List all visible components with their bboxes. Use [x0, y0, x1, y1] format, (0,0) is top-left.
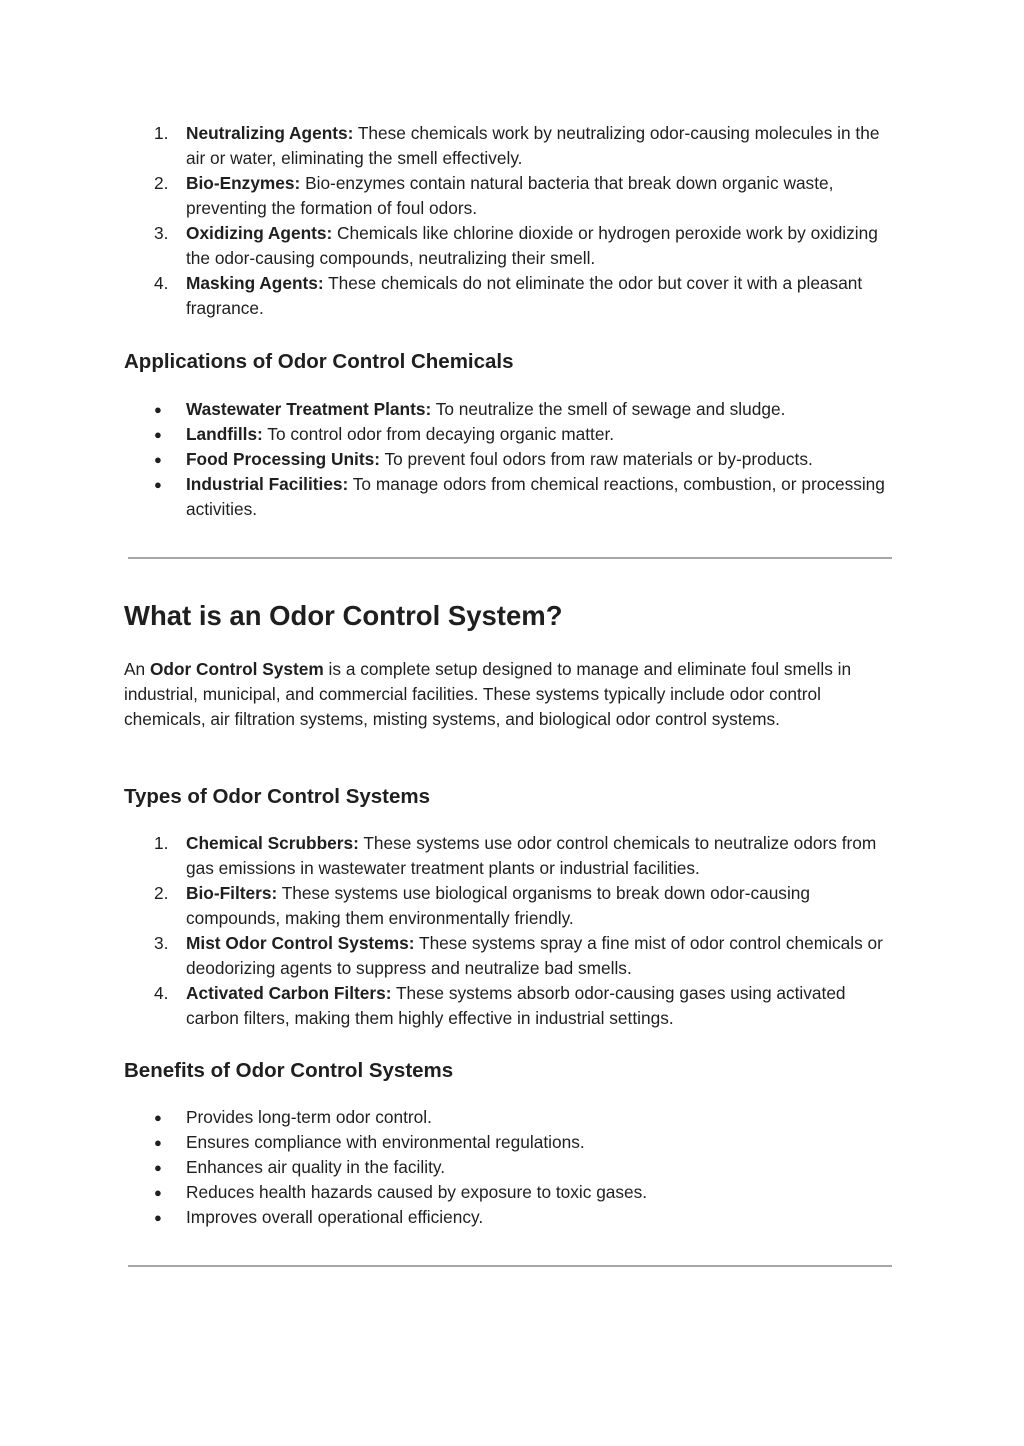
list-item-text: Ensures compliance with environmental regulations.: [186, 1132, 585, 1152]
list-item: [124, 221, 900, 271]
list-item-text: These chemicals work by neutralizing odor-causing molecules in the air or water, eliminating the smell effectively.: [186, 123, 880, 168]
list-item: [124, 1105, 900, 1130]
list-item-text: Chemicals like chlorine dioxide or hydrogen peroxide work by oxidizing the odor-causing compounds, neutralizing their smell.: [186, 223, 878, 268]
intro-bold-term: Odor Control System: [149, 659, 324, 679]
applications-list: [124, 397, 900, 522]
list-item: [124, 171, 900, 221]
list-item: [124, 1180, 900, 1205]
list-item: [124, 121, 900, 171]
types-heading: Types of Odor Control Systems: [124, 785, 431, 808]
list-item: [124, 881, 900, 931]
list-item: [124, 271, 900, 321]
list-item: [124, 981, 900, 1031]
list-item-text: Reduces health hazards caused by exposure to toxic gases.: [186, 1182, 648, 1202]
system-types-list: [124, 831, 900, 1031]
list-item-text: These systems use odor control chemicals to neutralize odors from gas emissions in wastewater treatment plants or industrial facilities.: [186, 833, 877, 878]
list-item: [124, 831, 900, 881]
list-item-text: Improves overall operational efficiency.: [186, 1207, 484, 1227]
list-item-text: To neutralize the smell of sewage and sludge.: [431, 399, 786, 419]
section-divider: [128, 557, 892, 559]
system-intro-paragraph: [124, 657, 900, 732]
benefits-heading: Benefits of Odor Control Systems: [124, 1059, 454, 1082]
list-item-term: Bio-Enzymes:: [186, 173, 301, 193]
list-item: [124, 1205, 900, 1230]
list-item-term: Industrial Facilities:: [186, 474, 349, 494]
list-item: [124, 1155, 900, 1180]
list-item-text: Provides long-term odor control.: [186, 1107, 432, 1127]
list-number: 4.: [154, 273, 169, 293]
list-item: [124, 422, 900, 447]
list-item-term: Activated Carbon Filters:: [186, 983, 392, 1003]
intro-text: is a complete setup designed to manage and eliminate foul smells in industrial, municipal, and commercial facilities. These systems typically include odor control chemicals, air filtration systems, misting systems, and biological odor control systems.: [124, 659, 852, 729]
list-item-text: Enhances air quality in the facility.: [186, 1157, 446, 1177]
bullet-icon: ●: [154, 1210, 162, 1225]
list-item-term: Bio-Filters:: [186, 883, 278, 903]
list-item-text: To control odor from decaying organic matter.: [262, 424, 615, 444]
list-number: 2.: [154, 883, 169, 903]
list-item: [124, 447, 900, 472]
list-item-term: Landfills:: [186, 424, 263, 444]
list-number: 4.: [154, 983, 169, 1003]
list-item-text: Bio-enzymes contain natural bacteria that break down organic waste, preventing the formation of foul odors.: [186, 173, 834, 218]
list-item-text: To prevent foul odors from raw materials or by-products.: [379, 449, 813, 469]
list-item-text: These systems use biological organisms to break down odor-causing compounds, making them environmentally friendly.: [186, 883, 811, 928]
list-number: 1.: [154, 833, 169, 853]
list-item-text: These chemicals do not eliminate the odor but cover it with a pleasant fragrance.: [186, 273, 863, 318]
bullet-icon: ●: [154, 477, 162, 492]
applications-heading: Applications of Odor Control Chemicals: [124, 350, 514, 373]
list-number: 3.: [154, 933, 169, 953]
list-item-term: Mist Odor Control Systems:: [186, 933, 415, 953]
bullet-icon: ●: [154, 1185, 162, 1200]
list-item-term: Masking Agents:: [186, 273, 324, 293]
bullet-icon: ●: [154, 452, 162, 467]
list-item: [124, 931, 900, 981]
list-number: 3.: [154, 223, 169, 243]
bullet-icon: ●: [154, 402, 162, 417]
list-item-term: Food Processing Units:: [186, 449, 380, 469]
list-item-term: Chemical Scrubbers:: [186, 833, 359, 853]
bullet-icon: ●: [154, 1160, 162, 1175]
section-divider: [128, 1265, 892, 1267]
list-item: [124, 472, 900, 522]
benefits-list: [124, 1105, 900, 1230]
bullet-icon: ●: [154, 427, 162, 442]
list-item-term: Oxidizing Agents:: [186, 223, 333, 243]
list-item-text: To manage odors from chemical reactions, combustion, or processing activities.: [186, 474, 885, 519]
bullet-icon: ●: [154, 1110, 162, 1125]
chemical-types-list: [124, 121, 900, 321]
list-item-text: These systems spray a fine mist of odor control chemicals or deodorizing agents to suppress and neutralize bad smells.: [186, 933, 883, 978]
list-item: [124, 397, 900, 422]
bullet-icon: ●: [154, 1135, 162, 1150]
intro-text: An: [124, 659, 150, 679]
list-item: [124, 1130, 900, 1155]
list-item-term: Neutralizing Agents:: [186, 123, 354, 143]
list-item-text: These systems absorb odor-causing gases using activated carbon filters, making them highly effective in industrial settings.: [186, 983, 846, 1028]
list-number: 1.: [154, 123, 169, 143]
list-number: 2.: [154, 173, 169, 193]
system-heading: What is an Odor Control System?: [124, 600, 563, 631]
list-item-term: Wastewater Treatment Plants:: [186, 399, 432, 419]
